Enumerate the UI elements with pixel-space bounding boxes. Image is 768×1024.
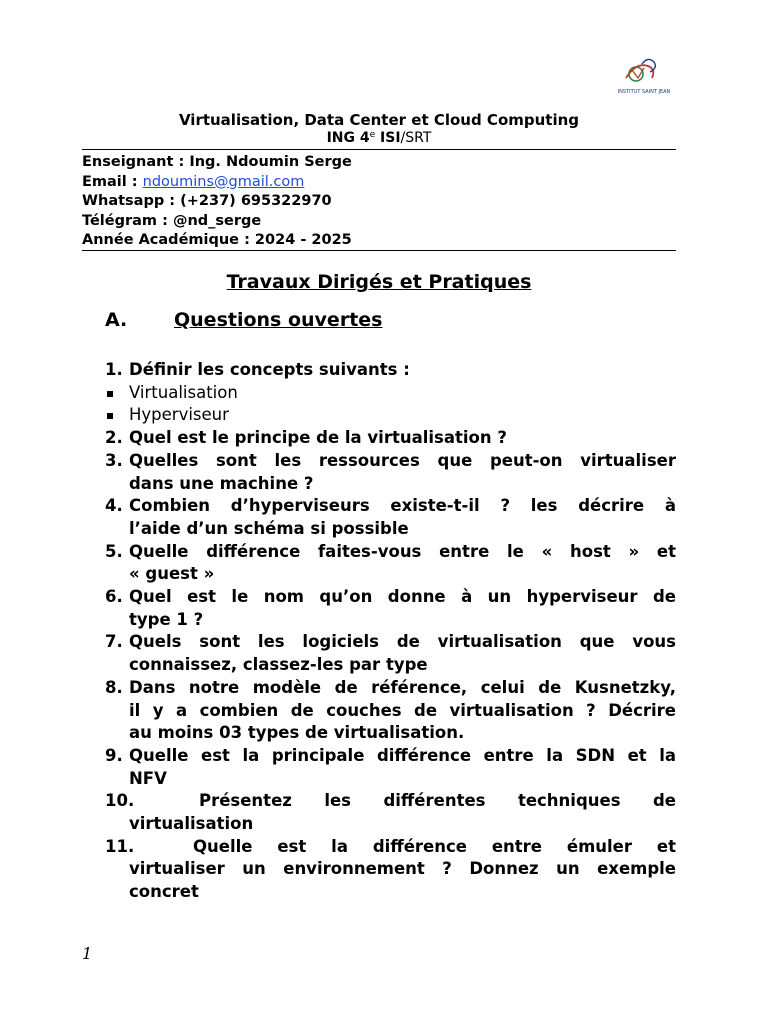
course-title: Virtualisation, Data Center et Cloud Computing xyxy=(178,111,580,129)
question-text-line: connaissez, classez-les par type xyxy=(129,655,428,675)
question-text-line: Quelle est la principale différence entre la SDN et la xyxy=(129,745,676,765)
question-item xyxy=(105,745,676,790)
question-text-line: Quelle est la différence entre émuler et xyxy=(193,836,676,856)
question-item xyxy=(105,427,676,450)
question-text: Définir les concepts suivants : xyxy=(129,360,410,379)
question-text-line: Quelle différence faites-vous entre le « host » et xyxy=(129,541,676,561)
question-text-line: au moins 03 types de virtualisation. xyxy=(129,723,465,743)
class-level: ING 4 xyxy=(326,130,370,146)
section-title: Questions ouvertes xyxy=(174,309,383,331)
email-row xyxy=(82,173,676,193)
question-number: 7. xyxy=(105,632,123,652)
question-number: 11. xyxy=(105,836,135,856)
class-program: ISI xyxy=(375,130,401,146)
email-link[interactable]: ndoumins@gmail.com xyxy=(142,173,305,190)
bullet-text: Hyperviseur xyxy=(129,405,229,425)
academic-year-row xyxy=(82,231,676,251)
question-number: 1. xyxy=(105,360,123,379)
question-item xyxy=(105,586,676,631)
header-rule-bottom xyxy=(82,250,676,251)
bullet-item xyxy=(105,404,676,427)
section-letter: A. xyxy=(105,309,128,331)
question-text-line: virtualisation xyxy=(129,814,254,834)
question-text-line: virtualiser un environnement ? Donnez un exemple xyxy=(129,859,676,879)
square-bullet-icon xyxy=(107,413,113,419)
question-item xyxy=(105,359,676,382)
question-number: 3. xyxy=(105,450,123,470)
logo-caption: INSTITUT SAINT JEAN xyxy=(617,89,671,95)
academic-year: 2024 - 2025 xyxy=(254,232,352,248)
whatsapp-row xyxy=(82,192,676,212)
question-text-line: Quelles sont les ressources que peut-on virtualiser xyxy=(129,450,676,470)
telegram-handle: @nd_serge xyxy=(172,212,262,229)
question-number: 2. xyxy=(105,428,123,448)
question-item xyxy=(105,495,676,540)
whatsapp-number: (+237) 695322970 xyxy=(180,193,332,209)
telegram-row xyxy=(82,212,676,232)
header-rule-top xyxy=(82,149,676,150)
question-text-line: dans une machine ? xyxy=(129,473,314,493)
question-list xyxy=(105,359,676,904)
question-text: Quel est le principe de la virtualisation ? xyxy=(129,428,507,448)
class-line xyxy=(82,130,676,147)
question-text-line: il y a combien de couches de virtualisation ? Décrire xyxy=(129,700,676,720)
question-text-line: Présentez les différentes techniques de xyxy=(199,791,676,811)
question-text-line: l’aide d’un schéma si possible xyxy=(129,518,409,538)
question-number: 5. xyxy=(105,541,123,561)
teacher-info xyxy=(82,153,676,251)
academic-year-label: Année Académique : xyxy=(82,232,255,248)
question-text-line: « guest » xyxy=(129,564,215,584)
question-item xyxy=(105,677,676,745)
teacher-name: Ing. Ndoumin Serge xyxy=(189,154,352,170)
question-text-line: concret xyxy=(129,882,199,902)
question-number: 8. xyxy=(105,677,123,697)
question-text-line: NFV xyxy=(129,768,167,788)
bullet-text: Virtualisation xyxy=(129,382,238,402)
question-number: 10. xyxy=(105,791,135,811)
email-label: Email : xyxy=(82,173,143,190)
question-text-line: Quels sont les logiciels de virtualisation que vous xyxy=(129,632,676,652)
whatsapp-label: Whatsapp : xyxy=(82,193,181,209)
question-number: 4. xyxy=(105,496,123,516)
question-item xyxy=(105,836,676,904)
question-item xyxy=(105,450,676,495)
question-item xyxy=(105,790,676,835)
question-item xyxy=(105,631,676,676)
question-number: 9. xyxy=(105,745,123,765)
class-track: /SRT xyxy=(400,130,432,146)
document-title: Travaux Dirigés et Pratiques xyxy=(226,271,532,293)
teacher-label: Enseignant : xyxy=(82,154,190,170)
question-text-line: type 1 ? xyxy=(129,609,204,629)
square-bullet-icon xyxy=(107,391,113,397)
logo-emblem-icon xyxy=(612,44,676,90)
question-text-line: Dans notre modèle de référence, celui de Kusnetzky, xyxy=(129,677,676,697)
page-number: 1 xyxy=(82,944,93,963)
question-item xyxy=(105,541,676,586)
telegram-label: Télégram : xyxy=(82,212,173,229)
question-number: 6. xyxy=(105,587,123,607)
class-level-sup: e xyxy=(369,130,376,140)
bullet-item xyxy=(105,382,676,405)
institut-saint-jean-logo xyxy=(612,44,676,106)
question-text-line: Combien d’hyperviseurs existe-t-il ? les décrire à xyxy=(129,496,676,516)
teacher-row xyxy=(82,153,676,173)
question-text-line: Quel est le nom qu’on donne à un hyperviseur de xyxy=(129,587,676,607)
